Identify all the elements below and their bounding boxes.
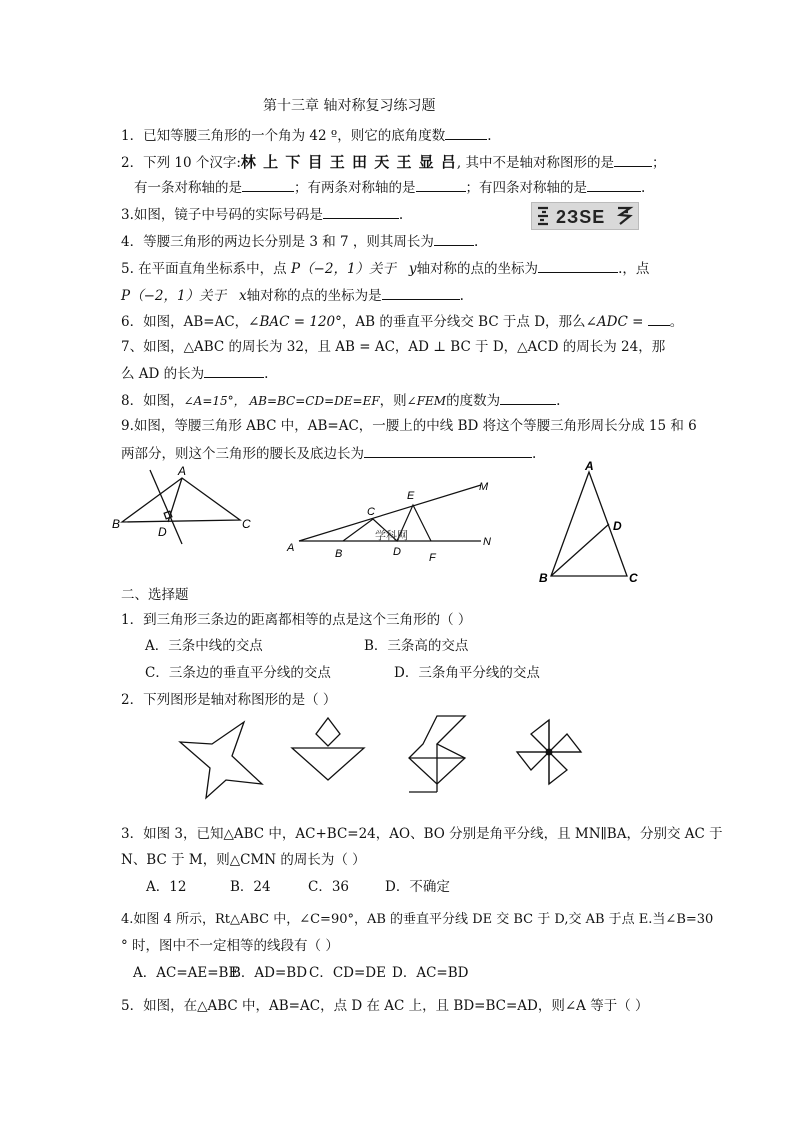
choice-q4-option-a: A．AC=AE=BE — [133, 965, 239, 981]
q5-line1-end: .，点 — [618, 261, 650, 277]
figure-1-triangle — [110, 462, 260, 552]
choice-q1-option-a: A．三条中线的交点 — [145, 638, 263, 654]
question-4-end: . — [473, 234, 479, 250]
watermark: 学科网 — [375, 530, 408, 542]
q7-end: . — [264, 366, 269, 382]
triangle-abc — [122, 478, 240, 522]
blade-2 — [549, 734, 581, 752]
q9-end: . — [532, 446, 537, 462]
label-m: M — [479, 481, 489, 493]
right-angle-mark — [164, 511, 172, 519]
label-b: B — [335, 548, 343, 560]
choice-q1-option-c: C．三条边的垂直平分线的交点 — [145, 665, 331, 681]
answer-blank — [382, 286, 460, 300]
page-title: 第十三章 轴对称复习练习题 — [263, 98, 436, 114]
label-e: E — [407, 490, 415, 502]
question-3-end: . — [398, 207, 404, 223]
section-2-heading: 二、选择题 — [121, 587, 189, 603]
question-5-line2 — [121, 286, 464, 305]
q8-end: . — [556, 393, 561, 409]
blade-4 — [517, 752, 549, 770]
label-a: A — [178, 464, 187, 478]
question-6 — [121, 312, 683, 331]
answer-blank — [538, 259, 618, 273]
choice-q4-line1: 4.如图 4 所示，Rt△ABC 中，∠C=90°，AB 的垂直平分线 DE 交 BC 于 D,交 AB 于点 E.当∠B=30 — [121, 912, 714, 927]
label-a: A — [585, 459, 594, 473]
question-9-line2 — [121, 444, 536, 463]
choice-q3-option-c: C．36 — [308, 879, 350, 895]
q5-axis-x: x — [238, 288, 247, 304]
label-d: D — [393, 546, 401, 558]
choice-q3-line2: N、BC 于 M，则△CMN 的周长为（ ） — [121, 852, 366, 868]
median-bd — [551, 524, 609, 576]
choice-q4-option-c: C．CD=DE — [309, 965, 386, 981]
choice-q3-line1: 3．如图 3，已知△ABC 中，AC+BC=24，AO、BO 分别是角平分线，且 MN∥BA，分别交 AC 于 — [121, 826, 723, 842]
choice-q2-stem: 2．下列图形是轴对称图形的是（ ） — [121, 692, 337, 708]
q9-text: 两部分，则这个三角形的腰长及底边长为 — [121, 446, 364, 462]
label-f: F — [429, 552, 436, 564]
q8-text-b: ，则 — [379, 393, 407, 409]
question-5 — [121, 259, 649, 278]
shape-shuriken — [172, 722, 272, 802]
mirror-number-graphic — [532, 203, 638, 229]
choice-q5-stem: 5．如图，在△ABC 中，AB=AC，点 D 在 AC 上，且 BD=BC=AD，则∠A 等于（ ） — [121, 998, 649, 1014]
question-7: 7、如图，△ABC 的周长为 32，且 AB = AC，AD ⊥ BC 于 D，△ACD 的周长为 24，那 — [121, 339, 666, 355]
figure-2-zigzag — [285, 475, 505, 570]
answer-blank — [323, 205, 399, 219]
q6-angle: ∠BAC = 120° — [248, 314, 342, 330]
q7-text: 么 AD 的长为 — [121, 366, 205, 382]
q8-text-a: 8．如图， — [121, 393, 184, 409]
question-2-text: 2．下列 10 个汉字: — [121, 155, 241, 171]
answer-blank — [648, 312, 670, 326]
label-d: D — [613, 519, 622, 533]
q8-text-c: 的度数为 — [446, 393, 501, 409]
question-3-text: 3.如图，镜子中号码的实际号码是 — [121, 207, 323, 223]
question-9: 9.如图，等腰三角形 ABC 中，AB=AC，一腰上的中线 BD 将这个等腰三角形周长分成 15 和 6 — [121, 418, 697, 434]
choice-q4-option-b: B．AD=BD — [231, 965, 308, 981]
q2-one-axis: 有一条对称轴的是 — [134, 180, 242, 196]
shape-2-triangle — [292, 748, 364, 780]
mirror-number: 2ЗSE — [556, 207, 606, 227]
question-1-end: . — [487, 128, 492, 144]
answer-blank — [500, 391, 556, 405]
q5-point-1: P（−2，1）关于 — [290, 261, 397, 277]
question-1 — [121, 126, 492, 145]
question-4-text: 4．等腰三角形的两边长分别是 3 和 7 ，则其周长为 — [121, 234, 434, 250]
shape-pinwheel — [509, 712, 589, 792]
shape-1-outline — [180, 722, 262, 798]
mirror-image — [531, 202, 639, 230]
choice-q3-option-b: B．24 — [230, 879, 271, 895]
choice-q4-line2: ° 时，图中不一定相等的线段有（ ） — [121, 938, 339, 954]
answer-blank — [434, 232, 474, 246]
figure-3-isosceles — [535, 458, 645, 588]
q5-point-2: P（−2，1）关于 — [121, 288, 227, 304]
answer-blank — [204, 364, 264, 378]
answer-blank — [587, 178, 641, 192]
q5-line2-end: . — [459, 288, 464, 304]
answer-blank — [416, 178, 466, 192]
question-2-end: ； — [652, 155, 666, 171]
answer-blank — [614, 153, 652, 167]
label-c: C — [242, 517, 251, 531]
question-1-text: 1．已知等腰三角形的一个角为 42 º，则它的底角度数 — [121, 128, 446, 144]
q8-angle: ∠FEM — [406, 394, 447, 408]
label-c: C — [629, 571, 638, 585]
blade-1 — [531, 720, 549, 752]
label-b: B — [112, 517, 121, 531]
question-7-line2 — [121, 364, 268, 383]
q5-axis-y: y — [408, 261, 417, 277]
q6-angle2: ∠ADC = — [585, 314, 644, 330]
q2-line2-end: . — [641, 180, 646, 196]
shape-2-diamond — [316, 718, 340, 746]
label-c: C — [367, 506, 375, 518]
choice-q1-stem: 1．到三角形三条边的距离都相等的点是这个三角形的（ ） — [121, 612, 472, 628]
q6-text-b: ，AB 的垂直平分线交 BC 于点 D，那么 — [341, 314, 586, 330]
choice-q3-option-a: A．12 — [146, 879, 187, 895]
mirror-stroke-right — [618, 208, 630, 224]
label-n: N — [483, 536, 491, 548]
q6-end: 。 — [669, 314, 684, 330]
question-3 — [121, 205, 403, 224]
pinwheel-center — [546, 749, 553, 756]
choice-q1-option-d: D．三条角平分线的交点 — [394, 665, 540, 681]
q8-condition: ∠A=15°， AB=BC=CD=DE=EF — [183, 394, 380, 408]
question-2-mid: , 其中不是轴对称图形的是 — [456, 155, 615, 171]
label-b: B — [539, 571, 548, 585]
question-2-line2 — [134, 178, 645, 197]
q5-text-c: 轴对称的点的坐标为是 — [246, 288, 382, 304]
question-4 — [121, 232, 478, 251]
q2-four-axis: ；有四条对称轴的是 — [465, 180, 587, 196]
label-d: D — [158, 525, 167, 539]
choice-q4-option-d: D．AC=BD — [392, 965, 469, 981]
choice-q1-option-b: B．三条高的交点 — [364, 638, 469, 654]
shape-diamond-triangle — [290, 716, 370, 786]
label-a: A — [287, 542, 295, 554]
mirror-stroke-left — [538, 208, 548, 224]
q5-text-b: 轴对称的点的坐标为 — [416, 261, 539, 277]
question-2 — [121, 153, 666, 172]
answer-blank — [364, 444, 532, 458]
q6-text-a: 6．如图，AB=AC， — [121, 314, 249, 330]
question-8 — [121, 391, 560, 410]
q2-two-axis: ；有两条对称轴的是 — [294, 180, 416, 196]
question-2-chars: 林 上 下 目 王 田 天 王 显 吕 — [240, 153, 457, 171]
shape-zigzag-square — [397, 712, 477, 796]
choice-q3-option-d: D．不确定 — [385, 879, 450, 895]
blade-3 — [549, 752, 567, 784]
answer-blank — [242, 178, 294, 192]
answer-blank — [445, 126, 487, 140]
q5-text-a: 5. 在平面直角坐标系中，点 — [121, 261, 287, 277]
